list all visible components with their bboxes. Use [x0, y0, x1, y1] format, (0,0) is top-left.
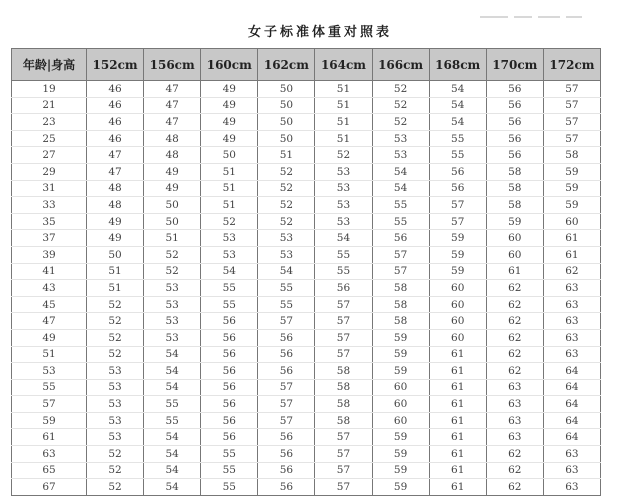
weight-cell: 52: [372, 81, 429, 98]
weight-cell: 46: [87, 114, 144, 131]
weight-cell: 46: [87, 130, 144, 147]
table-row: [12, 346, 601, 363]
weight-table: [11, 48, 601, 496]
weight-cell: 63: [486, 379, 543, 396]
weight-cell: 58: [315, 396, 372, 413]
age-cell: 27: [12, 147, 87, 164]
weight-cell: 54: [372, 163, 429, 180]
weight-cell: 57: [258, 412, 315, 429]
weight-cell: 49: [87, 230, 144, 247]
weight-cell: 56: [315, 280, 372, 297]
weight-cell: 50: [258, 97, 315, 114]
table-row: [12, 379, 601, 396]
weight-cell: 59: [543, 180, 600, 197]
weight-cell: 57: [315, 462, 372, 479]
weight-cell: 56: [486, 147, 543, 164]
weight-cell: 56: [429, 180, 486, 197]
weight-cell: 60: [429, 296, 486, 313]
weight-cell: 54: [144, 346, 201, 363]
weight-cell: 53: [144, 296, 201, 313]
weight-cell: 58: [543, 147, 600, 164]
weight-cell: 50: [201, 147, 258, 164]
weight-cell: 51: [315, 114, 372, 131]
weight-cell: 52: [258, 163, 315, 180]
age-cell: 31: [12, 180, 87, 197]
weight-cell: 52: [87, 313, 144, 330]
weight-cell: 61: [429, 462, 486, 479]
page-title: 女子标准体重对照表: [247, 25, 392, 40]
weight-cell: 54: [144, 363, 201, 380]
decorative-marks: [480, 6, 600, 18]
weight-cell: 49: [201, 97, 258, 114]
weight-cell: 60: [543, 213, 600, 230]
weight-cell: 58: [372, 296, 429, 313]
weight-cell: 48: [87, 197, 144, 214]
height-header: 166cm: [372, 49, 429, 81]
weight-cell: 57: [315, 446, 372, 463]
weight-cell: 47: [87, 163, 144, 180]
weight-cell: 53: [315, 197, 372, 214]
weight-cell: 54: [429, 97, 486, 114]
height-header: 170cm: [486, 49, 543, 81]
table-row: [12, 114, 601, 131]
weight-cell: 60: [429, 329, 486, 346]
weight-cell: 57: [372, 263, 429, 280]
weight-cell: 56: [429, 163, 486, 180]
weight-cell: 52: [372, 97, 429, 114]
age-cell: 19: [12, 81, 87, 98]
weight-cell: 55: [258, 280, 315, 297]
weight-cell: 56: [201, 363, 258, 380]
weight-cell: 52: [258, 213, 315, 230]
weight-cell: 57: [543, 97, 600, 114]
table-row: [12, 412, 601, 429]
weight-cell: 57: [543, 81, 600, 98]
weight-cell: 54: [201, 263, 258, 280]
weight-cell: 59: [372, 346, 429, 363]
table-row: [12, 313, 601, 330]
weight-cell: 57: [315, 479, 372, 496]
weight-cell: 55: [372, 197, 429, 214]
weight-cell: 52: [87, 329, 144, 346]
weight-cell: 61: [429, 479, 486, 496]
weight-cell: 55: [144, 396, 201, 413]
age-cell: 21: [12, 97, 87, 114]
weight-cell: 51: [201, 163, 258, 180]
weight-cell: 55: [201, 280, 258, 297]
weight-cell: 58: [315, 412, 372, 429]
weight-cell: 51: [201, 180, 258, 197]
weight-cell: 61: [429, 396, 486, 413]
corner-header: 年龄|身高: [12, 49, 87, 81]
height-header: 162cm: [258, 49, 315, 81]
table-row: [12, 180, 601, 197]
weight-cell: 54: [144, 462, 201, 479]
age-cell: 67: [12, 479, 87, 496]
weight-cell: 48: [144, 147, 201, 164]
height-header: 156cm: [144, 49, 201, 81]
weight-cell: 55: [201, 462, 258, 479]
weight-cell: 50: [258, 130, 315, 147]
weight-cell: 55: [429, 147, 486, 164]
weight-cell: 55: [201, 479, 258, 496]
weight-cell: 61: [429, 412, 486, 429]
weight-cell: 56: [486, 97, 543, 114]
weight-cell: 61: [543, 246, 600, 263]
weight-cell: 57: [315, 346, 372, 363]
weight-cell: 58: [315, 363, 372, 380]
weight-cell: 60: [486, 230, 543, 247]
age-cell: 61: [12, 429, 87, 446]
table-row: [12, 329, 601, 346]
age-cell: 41: [12, 263, 87, 280]
weight-cell: 56: [372, 230, 429, 247]
weight-cell: 57: [372, 246, 429, 263]
age-cell: 57: [12, 396, 87, 413]
weight-cell: 59: [429, 246, 486, 263]
weight-cell: 56: [258, 346, 315, 363]
weight-cell: 55: [429, 130, 486, 147]
weight-cell: 62: [486, 479, 543, 496]
weight-cell: 59: [543, 197, 600, 214]
weight-cell: 51: [87, 280, 144, 297]
weight-cell: 50: [144, 213, 201, 230]
weight-cell: 48: [144, 130, 201, 147]
weight-cell: 63: [543, 329, 600, 346]
weight-cell: 57: [258, 379, 315, 396]
weight-cell: 63: [543, 296, 600, 313]
weight-cell: 56: [201, 379, 258, 396]
age-cell: 23: [12, 114, 87, 131]
age-cell: 39: [12, 246, 87, 263]
weight-cell: 60: [372, 379, 429, 396]
weight-cell: 57: [315, 296, 372, 313]
weight-cell: 51: [258, 147, 315, 164]
weight-cell: 54: [144, 479, 201, 496]
table-row: [12, 213, 601, 230]
weight-cell: 63: [543, 446, 600, 463]
weight-cell: 62: [486, 363, 543, 380]
table-row: [12, 246, 601, 263]
weight-cell: 57: [315, 429, 372, 446]
weight-cell: 63: [543, 346, 600, 363]
weight-cell: 53: [315, 180, 372, 197]
weight-cell: 53: [201, 246, 258, 263]
weight-cell: 56: [201, 329, 258, 346]
weight-cell: 62: [543, 263, 600, 280]
table-row: [12, 446, 601, 463]
weight-cell: 50: [87, 246, 144, 263]
weight-cell: 64: [543, 412, 600, 429]
weight-cell: 61: [486, 263, 543, 280]
weight-cell: 46: [87, 81, 144, 98]
weight-cell: 57: [258, 396, 315, 413]
weight-cell: 56: [201, 412, 258, 429]
age-cell: 29: [12, 163, 87, 180]
weight-cell: 62: [486, 296, 543, 313]
age-cell: 63: [12, 446, 87, 463]
weight-cell: 47: [144, 81, 201, 98]
weight-cell: 47: [144, 114, 201, 131]
age-cell: 33: [12, 197, 87, 214]
weight-cell: 56: [486, 81, 543, 98]
weight-cell: 61: [429, 363, 486, 380]
table-row: [12, 296, 601, 313]
weight-cell: 61: [429, 346, 486, 363]
weight-cell: 60: [372, 396, 429, 413]
weight-cell: 55: [258, 296, 315, 313]
weight-cell: 60: [429, 313, 486, 330]
weight-cell: 53: [87, 412, 144, 429]
table-row: [12, 429, 601, 446]
weight-cell: 58: [372, 280, 429, 297]
weight-cell: 54: [429, 81, 486, 98]
age-cell: 25: [12, 130, 87, 147]
weight-cell: 48: [87, 180, 144, 197]
age-cell: 35: [12, 213, 87, 230]
weight-cell: 56: [258, 429, 315, 446]
weight-cell: 52: [87, 479, 144, 496]
weight-cell: 53: [372, 130, 429, 147]
weight-cell: 63: [486, 429, 543, 446]
weight-cell: 60: [429, 280, 486, 297]
age-cell: 47: [12, 313, 87, 330]
weight-cell: 59: [429, 230, 486, 247]
weight-cell: 50: [258, 81, 315, 98]
weight-cell: 53: [144, 280, 201, 297]
header-row: [12, 49, 601, 81]
weight-cell: 49: [144, 163, 201, 180]
weight-cell: 56: [258, 363, 315, 380]
height-header: 168cm: [429, 49, 486, 81]
weight-cell: 51: [315, 97, 372, 114]
table-row: [12, 396, 601, 413]
weight-cell: 53: [258, 246, 315, 263]
table-row: [12, 363, 601, 380]
weight-cell: 52: [87, 296, 144, 313]
height-header: 164cm: [315, 49, 372, 81]
age-cell: 37: [12, 230, 87, 247]
weight-cell: 49: [144, 180, 201, 197]
weight-cell: 62: [486, 346, 543, 363]
weight-cell: 60: [486, 246, 543, 263]
weight-cell: 56: [486, 114, 543, 131]
weight-cell: 46: [87, 97, 144, 114]
age-cell: 43: [12, 280, 87, 297]
weight-cell: 52: [258, 180, 315, 197]
table-row: [12, 263, 601, 280]
weight-cell: 57: [258, 313, 315, 330]
weight-cell: 52: [372, 114, 429, 131]
weight-cell: 57: [429, 197, 486, 214]
table-row: [12, 230, 601, 247]
table-row: [12, 462, 601, 479]
table-row: [12, 130, 601, 147]
weight-cell: 57: [543, 130, 600, 147]
weight-cell: 54: [144, 379, 201, 396]
weight-cell: 54: [144, 429, 201, 446]
weight-cell: 61: [429, 429, 486, 446]
weight-cell: 54: [429, 114, 486, 131]
weight-cell: 54: [315, 230, 372, 247]
weight-cell: 47: [87, 147, 144, 164]
weight-cell: 54: [372, 180, 429, 197]
weight-cell: 53: [87, 396, 144, 413]
weight-cell: 57: [543, 114, 600, 131]
weight-cell: 53: [315, 213, 372, 230]
weight-cell: 63: [543, 462, 600, 479]
weight-cell: 62: [486, 462, 543, 479]
table-row: [12, 163, 601, 180]
age-cell: 55: [12, 379, 87, 396]
weight-cell: 64: [543, 363, 600, 380]
weight-cell: 58: [486, 197, 543, 214]
weight-cell: 56: [258, 446, 315, 463]
table-row: [12, 147, 601, 164]
weight-cell: 56: [258, 479, 315, 496]
weight-cell: 63: [486, 412, 543, 429]
weight-cell: 50: [144, 197, 201, 214]
age-cell: 65: [12, 462, 87, 479]
weight-cell: 63: [486, 396, 543, 413]
table-row: [12, 479, 601, 496]
weight-cell: 62: [486, 313, 543, 330]
weight-cell: 51: [87, 263, 144, 280]
weight-cell: 56: [201, 396, 258, 413]
weight-cell: 53: [315, 163, 372, 180]
weight-cell: 55: [372, 213, 429, 230]
weight-cell: 59: [372, 446, 429, 463]
height-header: 160cm: [201, 49, 258, 81]
weight-cell: 55: [315, 246, 372, 263]
table-row: [12, 81, 601, 98]
weight-cell: 59: [486, 213, 543, 230]
weight-cell: 57: [429, 213, 486, 230]
weight-cell: 63: [543, 280, 600, 297]
weight-cell: 55: [201, 446, 258, 463]
weight-cell: 49: [201, 114, 258, 131]
age-cell: 45: [12, 296, 87, 313]
weight-cell: 64: [543, 379, 600, 396]
table-row: [12, 97, 601, 114]
weight-cell: 59: [372, 329, 429, 346]
weight-cell: 53: [87, 363, 144, 380]
weight-cell: 49: [201, 130, 258, 147]
weight-cell: 59: [372, 479, 429, 496]
weight-cell: 64: [543, 429, 600, 446]
weight-cell: 61: [543, 230, 600, 247]
weight-cell: 52: [87, 346, 144, 363]
weight-cell: 59: [372, 462, 429, 479]
weight-cell: 56: [201, 313, 258, 330]
age-cell: 51: [12, 346, 87, 363]
weight-cell: 52: [87, 462, 144, 479]
weight-cell: 55: [315, 263, 372, 280]
weight-cell: 62: [486, 280, 543, 297]
weight-cell: 58: [372, 313, 429, 330]
weight-cell: 53: [258, 230, 315, 247]
weight-cell: 61: [429, 446, 486, 463]
weight-cell: 56: [258, 329, 315, 346]
weight-cell: 50: [258, 114, 315, 131]
weight-cell: 52: [258, 197, 315, 214]
weight-cell: 49: [201, 81, 258, 98]
height-header: 172cm: [543, 49, 600, 81]
weight-cell: 58: [486, 180, 543, 197]
weight-cell: 53: [144, 329, 201, 346]
weight-cell: 57: [315, 329, 372, 346]
weight-cell: 52: [201, 213, 258, 230]
weight-cell: 57: [315, 313, 372, 330]
weight-cell: 55: [144, 412, 201, 429]
height-header: 152cm: [87, 49, 144, 81]
weight-cell: 52: [87, 446, 144, 463]
weight-cell: 63: [543, 313, 600, 330]
weight-cell: 59: [372, 363, 429, 380]
weight-cell: 52: [315, 147, 372, 164]
table-row: [12, 197, 601, 214]
weight-cell: 54: [144, 446, 201, 463]
weight-cell: 53: [201, 230, 258, 247]
weight-cell: 54: [258, 263, 315, 280]
age-cell: 53: [12, 363, 87, 380]
weight-cell: 64: [543, 396, 600, 413]
weight-cell: 56: [258, 462, 315, 479]
weight-cell: 51: [315, 130, 372, 147]
weight-cell: 62: [486, 446, 543, 463]
table-row: [12, 280, 601, 297]
age-cell: 59: [12, 412, 87, 429]
weight-cell: 59: [429, 263, 486, 280]
weight-cell: 59: [543, 163, 600, 180]
weight-cell: 51: [144, 230, 201, 247]
weight-cell: 56: [201, 429, 258, 446]
weight-cell: 60: [372, 412, 429, 429]
weight-cell: 59: [372, 429, 429, 446]
weight-cell: 51: [315, 81, 372, 98]
weight-cell: 52: [144, 263, 201, 280]
weight-cell: 51: [201, 197, 258, 214]
weight-cell: 52: [144, 246, 201, 263]
weight-cell: 63: [543, 479, 600, 496]
age-cell: 49: [12, 329, 87, 346]
weight-cell: 47: [144, 97, 201, 114]
weight-cell: 58: [315, 379, 372, 396]
weight-cell: 58: [486, 163, 543, 180]
table-body: [12, 81, 601, 496]
weight-cell: 53: [87, 429, 144, 446]
weight-cell: 53: [372, 147, 429, 164]
weight-cell: 53: [87, 379, 144, 396]
weight-cell: 62: [486, 329, 543, 346]
weight-cell: 53: [144, 313, 201, 330]
weight-cell: 56: [486, 130, 543, 147]
weight-cell: 49: [87, 213, 144, 230]
weight-cell: 55: [201, 296, 258, 313]
weight-cell: 56: [201, 346, 258, 363]
weight-cell: 61: [429, 379, 486, 396]
